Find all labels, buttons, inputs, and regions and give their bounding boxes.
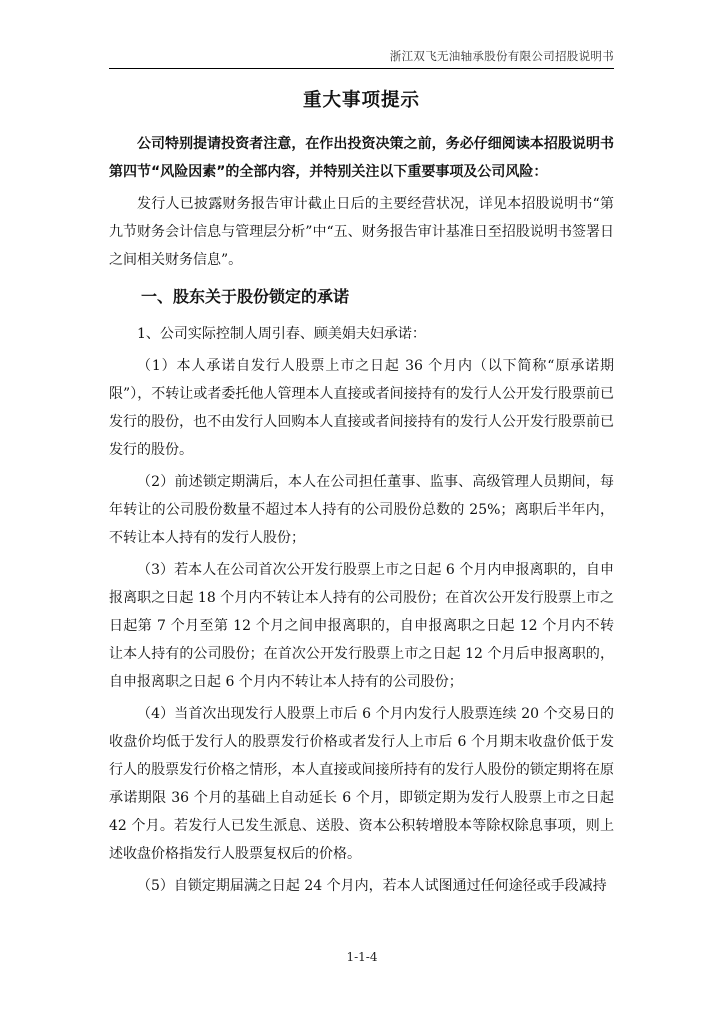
intro-paragraph: 发行人已披露财务报告审计截止日后的主要经营状况，详见本招股说明书“第九节财务会计信息与管理层分析”中“五、财务报告审计基准日至招股说明书签署日之间相关财务信息”。 — [109, 196, 614, 268]
page-title: 重大事项提示 — [302, 90, 420, 111]
sub-heading: 1、公司实际控制人周引春、顾美娟夫妇承诺： — [137, 326, 426, 342]
commitment-item-1: （1）本人承诺自发行人股票上市之日起 36 个月内（以下简称“原承诺期限”），不转让或者委托他人管理本人直接或者间接持有的发行人公开发行股票前已发行的股份，也不由发行人回购本人直接或者间接持有的发行人公开发行股票前已发行的股份。 — [109, 358, 614, 458]
header-divider — [109, 68, 614, 69]
risk-warning-paragraph: 公司特别提请投资者注意，在作出投资决策之前，务必仔细阅读本招股说明书第四节“风险因素”的全部内容，并特别关注以下重要事项及公司风险： — [109, 136, 614, 180]
section-heading: 一、股东关于股份锁定的承诺 — [141, 287, 350, 306]
commitment-item-5: （5）自锁定期届满之日起 24 个月内，若本人试图通过任何途径或手段减持 — [137, 878, 607, 894]
commitment-item-4: （4）当首次出现发行人股票上市后 6 个月内发行人股票连续 20 个交易日的收盘价均低于发行人的股票发行价格或者发行人上市后 6 个月期末收盘价低于发行人的股票发行价格之情形，本人直接或间接所持有的发行人股份的锁定期将在原承诺期限 36 个月的基础上自动延长 6 个月，即锁定期为发行人股票上市之日起 42 个月。若发行人已发生派息、送股、资本公积转增股本等除权除息事项，则上述收盘价格指发行人股票复权后的价格。 — [109, 706, 614, 862]
commitment-item-2: （2）前述锁定期满后，本人在公司担任董事、监事、高级管理人员期间，每年转让的公司股份数量不超过本人持有的公司股份总数的 25%；离职后半年内，不转让本人持有的发行人股份； — [109, 474, 614, 546]
page-content — [109, 86, 614, 904]
running-header: 浙江双飞无油轴承股份有限公司招股说明书 — [389, 49, 614, 63]
page-number: 1-1-4 — [346, 950, 378, 964]
commitment-item-3: （3）若本人在公司首次公开发行股票上市之日起 6 个月内申报离职的，自申报离职之日起 18 个月内不转让本人持有的公司股份；在首次公开发行股票上市之日起第 7 个月至第 12 个月之间申报离职的，自申报离职之日起 12 个月内不转让本人持有的公司股份；在首次公开发行股票上市之日起 12 个月后申报离职的，自申报离职之日起 6 个月内不转让本人持有的公司股份； — [109, 562, 614, 690]
